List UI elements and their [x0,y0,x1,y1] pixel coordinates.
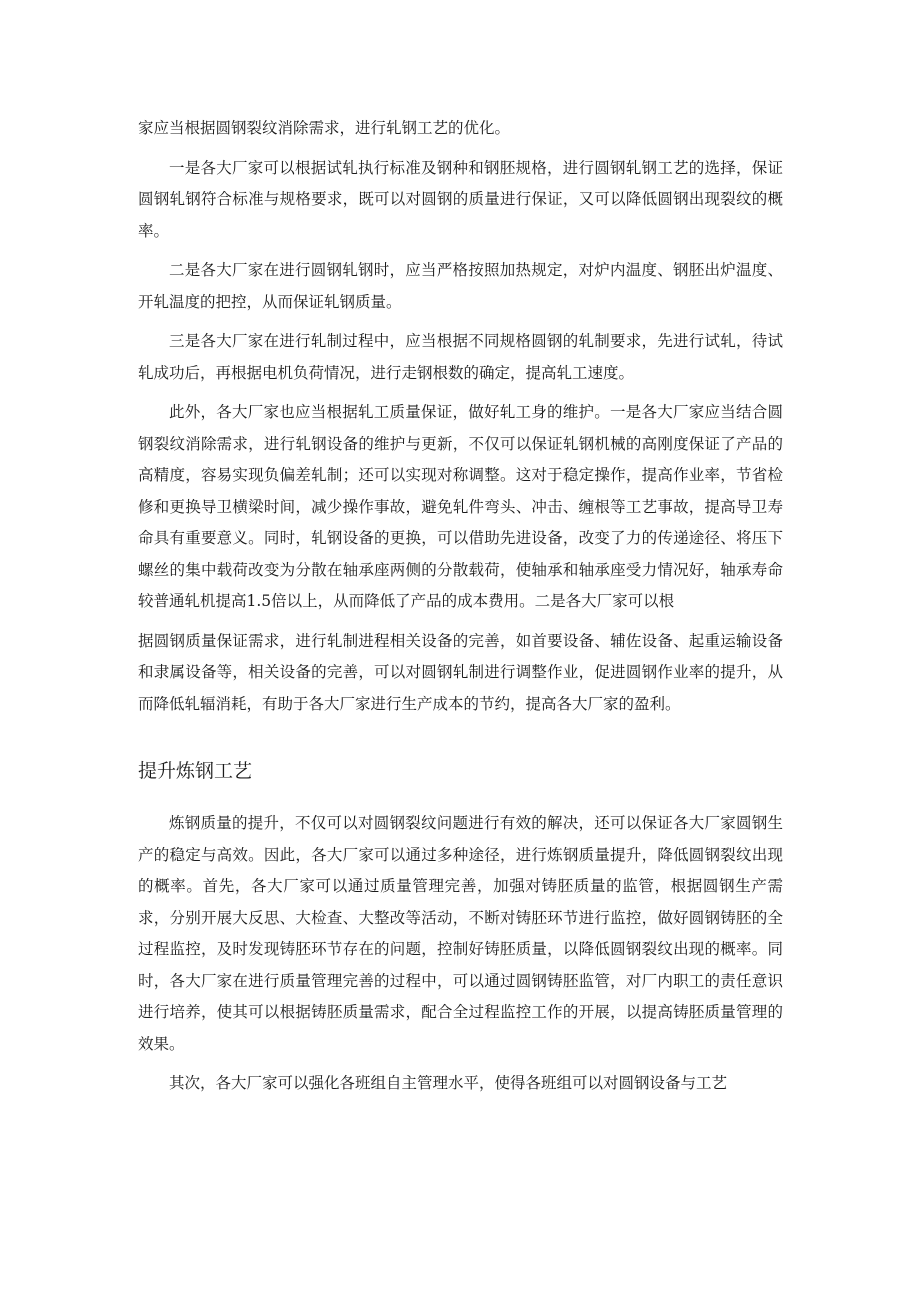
paragraph-maintenance: 此外，各大厂家也应当根据轧工质量保证，做好轧工身的维护。一是各大厂家应当结合圆钢裂纹消除需求，进行轧钢设备的维护与更新，不仅可以保证轧钢机械的高刚度保证了产品的高精度，容易实现负偏差轧制；还可以实现对称调整。这对于稳定操作，提高作业率，节省检修和更换导卫横梁时间，减少操作事故，避免轧件弯头、冲击、缠根等工艺事故，提高导卫寿命具有重要意义。同时，轧钢设备的更换，可以借助先进设备，改变了力的传递途径、将压下螺丝的集中载荷改变为分散在轴承座两侧的分散载荷，使轴承和轴承座受力情况好，轴承寿命较普通轧机提高1.5倍以上，从而降低了产品的成本费用。二是各大厂家可以根 [138,403,783,610]
paragraph-rolling-first: 一是各大厂家可以根据试轧执行标准及钢种和钢胚规格，进行圆钢轧钢工艺的选择，保证圆钢轧钢符合标准与规格要求，既可以对圆钢的质量进行保证，又可以降低圆钢出现裂纹的概率。 [138,158,783,240]
section-heading: 提升炼钢工艺 [138,760,253,782]
paragraph-team-management: 其次，各大厂家可以强化各班组自主管理水平，使得各班组可以对圆钢设备与工艺 [169,1074,728,1092]
paragraph-rolling-third: 三是各大厂家在进行轧制过程中，应当根据不同规格圆钢的轧制要求，先进行试轧，待试轧成功后，再根据电机负荷情况，进行走钢根数的确定，提高轧工速度。 [138,332,783,382]
paragraph-rolling-second: 二是各大厂家在进行圆钢轧钢时，应当严格按照加热规定，对炉内温度、钢胚出炉温度、开轧温度的把控，从而保证轧钢质量。 [138,261,783,311]
paragraph-continuation: 家应当根据圆钢裂纹消除需求，进行轧钢工艺的优化。 [138,119,511,137]
paragraph-steelmaking: 炼钢质量的提升，不仅可以对圆钢裂纹问题进行有效的解决，还可以保证各大厂家圆钢生产的稳定与高效。因此，各大厂家可以通过多种途径，进行炼钢质量提升，降低圆钢裂纹出现的概率。首先，各大厂家可以通过质量管理完善，加强对铸胚质量的监管，根据圆钢生产需求，分别开展大反思、大检查、大整改等活动，不断对铸胚环节进行监控，做好圆钢铸胚的全过程监控，及时发现铸胚环节存在的问题，控制好铸胚质量，以降低圆钢裂纹出现的概率。同时，各大厂家在进行质量管理完善的过程中，可以通过圆钢铸胚监管，对厂内职工的责任意识进行培养，使其可以根据铸胚质量需求，配合全过程监控工作的开展，以提高铸胚质量管理的效果。 [138,814,783,1053]
paragraph-equipment: 据圆钢质量保证需求，进行轧制进程相关设备的完善，如首要设备、辅佐设备、起重运输设备和隶属设备等，相关设备的完善，可以对圆钢轧制进行调整作业，促进圆钢作业率的提升，从而降低轧辐消耗，有助于各大厂家进行生产成本的节约，提高各大厂家的盈利。 [138,631,783,713]
document-body [138,113,783,1108]
